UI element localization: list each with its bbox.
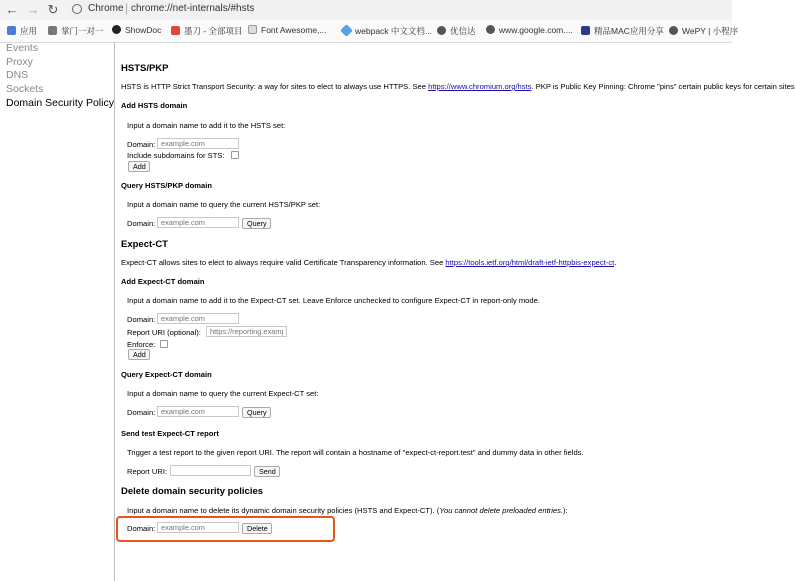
forward-arrow-icon[interactable]: → xyxy=(26,2,40,17)
expect-ct-info-link[interactable]: https://tools.ietf.org/html/draft-ietf-httpbis-expect-ct xyxy=(445,258,615,267)
bookmark-modao[interactable]: 墨刀 - 全部项目 xyxy=(171,25,243,37)
add-expect-ct-domain-label: Domain: xyxy=(127,315,156,324)
delete-form-highlight xyxy=(116,516,335,542)
browser-toolbar xyxy=(0,0,732,20)
omnibox-scheme-label: Chrome xyxy=(88,3,124,14)
reload-icon[interactable]: ↻ xyxy=(47,2,59,17)
expect-ct-section-title: Expect-CT xyxy=(121,239,168,250)
bookmark-apps[interactable]: 应用 xyxy=(7,25,37,37)
chrome-info-icon[interactable] xyxy=(72,4,82,14)
webpack-logo-icon xyxy=(340,24,353,37)
query-hsts-button[interactable]: Query xyxy=(242,218,271,229)
back-arrow-icon[interactable]: ← xyxy=(5,2,19,17)
include-subdomains-label: Include subdomains for STS: xyxy=(127,151,225,160)
page-icon xyxy=(248,25,257,34)
report-uri-optional-label: Report URI (optional): xyxy=(127,328,201,337)
delete-domain-button[interactable]: Delete xyxy=(242,523,272,534)
mac-apps-logo-icon xyxy=(581,26,590,35)
sidebar-item-domain-security-policy[interactable]: Domain Security Policy xyxy=(6,97,114,109)
globe-icon xyxy=(486,25,495,34)
modao-logo-icon xyxy=(171,26,180,35)
query-expect-ct-button[interactable]: Query xyxy=(242,407,271,418)
globe-icon xyxy=(437,26,446,35)
include-subdomains-checkbox[interactable] xyxy=(231,151,239,159)
bookmark-fontawesome[interactable]: Font Awesome,... xyxy=(248,25,327,35)
query-hsts-domain-input[interactable] xyxy=(157,217,239,228)
omnibox-separator: | xyxy=(125,1,129,15)
globe-icon xyxy=(669,26,678,35)
add-expect-ct-report-uri-input[interactable] xyxy=(206,326,287,337)
query-hsts-heading: Query HSTS/PKP domain xyxy=(121,181,213,190)
delete-domain-label: Domain: xyxy=(127,524,156,533)
send-test-report-button[interactable]: Send xyxy=(254,466,280,477)
add-expect-ct-instruction: Input a domain name to add it to the Expect-CT set. Leave Enforce unchecked to configure Expect-CT in report-only mode. xyxy=(127,296,540,305)
apps-grid-icon xyxy=(7,26,16,35)
sidebar-item-dns[interactable]: DNS xyxy=(6,69,29,81)
add-hsts-heading: Add HSTS domain xyxy=(121,101,188,110)
add-expect-ct-button[interactable]: Add xyxy=(128,349,150,360)
query-expect-ct-domain-input[interactable] xyxy=(157,406,239,417)
add-hsts-domain-label: Domain: xyxy=(127,140,156,149)
expect-ct-description: Expect-CT allows sites to elect to always require valid Certificate Transparency information. See https://tools.ietf.org/html/draft-ietf-httpbis-expect-ct. xyxy=(121,258,617,267)
hsts-section-title: HSTS/PKP xyxy=(121,63,169,74)
folder-icon xyxy=(48,26,57,35)
bookmarks-bar xyxy=(0,20,739,43)
bookmark-folder[interactable]: 掌门一对一 xyxy=(48,25,104,37)
query-hsts-instruction: Input a domain name to query the current HSTS/PKP set: xyxy=(127,200,321,209)
sidebar-item-sockets[interactable]: Sockets xyxy=(6,83,44,95)
bookmark-showdoc[interactable]: ShowDoc xyxy=(112,25,161,35)
enforce-checkbox[interactable] xyxy=(160,340,168,348)
add-hsts-instruction: Input a domain name to add it to the HSTS set: xyxy=(127,121,286,130)
sidebar-item-events[interactable]: Events xyxy=(6,42,39,54)
bookmark-google[interactable]: www.google.com.... xyxy=(486,25,573,35)
add-expect-ct-heading: Add Expect-CT domain xyxy=(121,277,205,286)
hsts-info-link[interactable]: https://www.chromium.org/hsts xyxy=(428,82,532,91)
add-hsts-button[interactable]: Add xyxy=(128,161,150,172)
query-expect-ct-instruction: Input a domain name to query the current Expect-CT set: xyxy=(127,389,319,398)
query-hsts-domain-label: Domain: xyxy=(127,219,156,228)
showdoc-logo-icon xyxy=(112,25,121,34)
hsts-description: HSTS is HTTP Strict Transport Security: a way for sites to elect to always use HTTPS. See https://www.chromium.org/hsts. PKP is Public Key Pinning: Chrome "pins" certain public keys for certain sites xyxy=(121,82,795,91)
bookmark-youxinda[interactable]: 优信达 xyxy=(437,25,476,37)
delete-section-title: Delete domain security policies xyxy=(121,486,264,497)
add-expect-ct-domain-input[interactable] xyxy=(157,313,239,324)
test-report-uri-label: Report URI: xyxy=(127,467,168,476)
sidebar xyxy=(0,42,115,581)
query-expect-ct-domain-label: Domain: xyxy=(127,408,156,417)
test-report-uri-input[interactable] xyxy=(170,465,251,476)
main-content xyxy=(115,42,795,581)
delete-instruction: Input a domain name to delete its dynamic domain security policies (HSTS and Expect-CT). (You cannot delete preloaded entries.): xyxy=(127,506,568,515)
omnibox-url[interactable]: chrome://net-internals/#hsts xyxy=(131,3,255,14)
add-hsts-domain-input[interactable] xyxy=(157,138,239,149)
sidebar-item-proxy[interactable]: Proxy xyxy=(6,56,33,68)
bookmark-wepy[interactable]: WePY | 小程序 xyxy=(669,25,738,37)
query-expect-ct-heading: Query Expect-CT domain xyxy=(121,370,212,379)
send-test-report-instruction: Trigger a test report to the given report URI. The report will contain a hostname of "expect-ct-report.test" and dummy data in other fields. xyxy=(127,448,584,457)
enforce-label: Enforce: xyxy=(127,340,156,349)
send-test-report-heading: Send test Expect-CT report xyxy=(121,429,219,438)
bookmark-webpack[interactable]: webpack 中文文档... xyxy=(342,25,432,37)
bookmark-mac-apps[interactable]: 精品MAC应用分享 xyxy=(581,25,664,37)
